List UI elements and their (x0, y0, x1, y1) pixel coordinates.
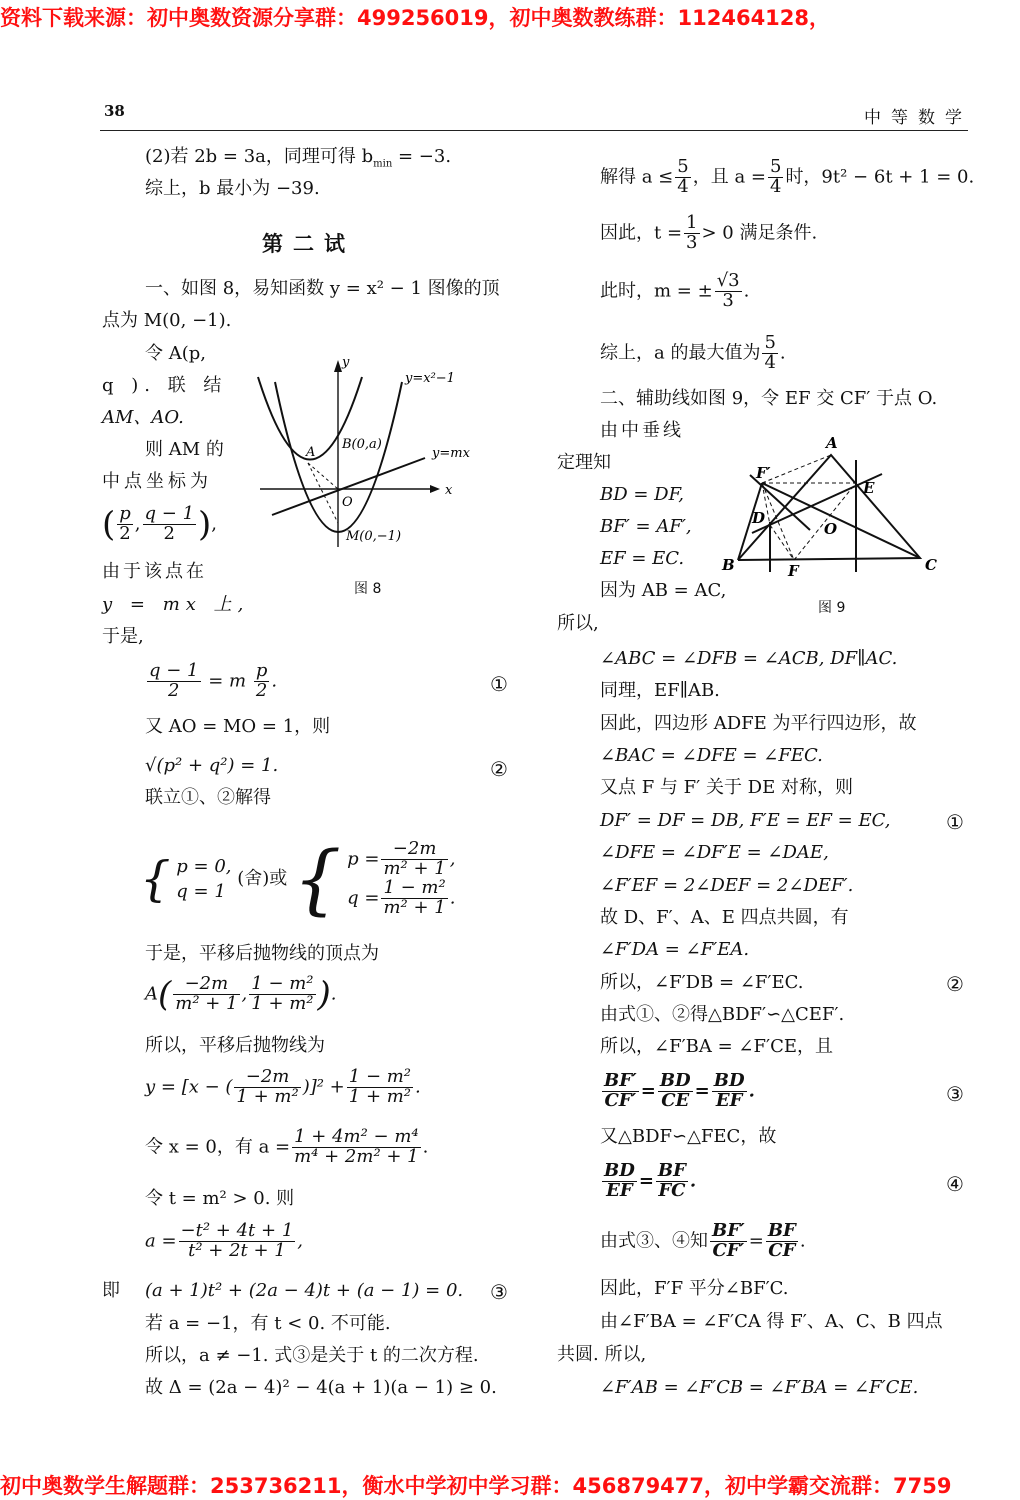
proof-equation-3: $\frac{BF'}{CF'}$ = $\frac{BD}{CE}$ = $\frac{BD}{EF}$ . (604, 1070, 755, 1111)
figure-8-parabola-diagram (250, 352, 490, 552)
side-text-2: q ). 联 结 (102, 375, 228, 396)
right-so: 所以, (557, 613, 599, 634)
line-case2: (2)若 2b = 3a，同理可得 $b_{min} = -3$. (145, 146, 452, 170)
problem2-line2: 由中垂线 (600, 420, 684, 441)
line-vertex: 于是，平移后抛物线的顶点为 (145, 943, 379, 964)
problem2-line1: 二、辅助线如图 9，令 EF 交 CF′ 于点 O. (600, 388, 938, 409)
problem2-line3: 定理知 (557, 452, 611, 473)
fig8-y-label: y (342, 355, 350, 370)
right-line-1: 解得 a ≤ $\frac{5}{4}$ ，且 a = $\frac{5}{4}$ 时，9t² − 6t + 1 = 0. (600, 156, 975, 197)
proof-line-5: 又点 F 与 F′ 关于 DE 对称，则 (600, 777, 853, 798)
proof-line-6: DF′ = DF = DB, F′E = EF = EC, (600, 810, 891, 831)
right-side-1: BD = DF, (600, 484, 685, 505)
side-text-8: 于是, (102, 626, 144, 647)
fig9-E-label: E (863, 479, 875, 497)
proof-line-9: 故 D、F′、A、E 四点共圆，有 (600, 907, 849, 928)
midpoint-expression: ( $\frac{p}{2}$ , $\frac{q - 1}{2}$ ), (102, 503, 218, 545)
fig9-B-label: B (722, 556, 735, 574)
fig8-A-label: A (306, 445, 316, 460)
fig9-C-label: C (925, 556, 937, 574)
line-quadratic: 所以，a ≠ −1. 式③是关于 t 的二次方程. (145, 1345, 479, 1366)
right-side-3: EF = EC. (600, 548, 685, 569)
right-line-4: 综上，a 的最大值为 $\frac{5}{4}$ . (600, 332, 786, 373)
proof-similar-line: 又△BDF∽△FEC，故 (600, 1126, 777, 1147)
proof-line-7: ∠DFE = ∠DF′E = ∠DAE, (600, 842, 829, 863)
fig9-A-label: A (826, 434, 838, 452)
right-line-2: 因此，t = $\frac{1}{3}$ > 0 满足条件. (600, 212, 818, 253)
fig8-curve-label: y=x²−1 (405, 371, 455, 386)
proof-bisect: 因此，F′F 平分∠BF′C. (600, 1278, 789, 1299)
side-text-6: 由于该点在 (102, 561, 207, 582)
journal-title: 中等数学 (864, 108, 972, 128)
fig9-F-label: F (788, 562, 799, 580)
proof-line-8: ∠F′EF = 2∠DEF = 2∠DEF′. (600, 875, 854, 896)
line-ao-mo: 又 AO = MO = 1，则 (145, 716, 331, 737)
proof-mark-1: ① (946, 810, 964, 834)
proof-line-1: ∠ABC = ∠DFB = ∠ACB, DF∥AC. (600, 648, 898, 669)
proof-line-10: ∠F′DA = ∠F′EA. (600, 939, 750, 960)
right-side-4: 因为 AB = AC, (600, 580, 727, 601)
proof-line-2: 同理，EF∥AB. (600, 680, 720, 701)
solution-system: { p = 0, q = 1 (舍)或 { p = $\frac{-2m}{\text{m² + 1}}$ , q = $\frac{\text{1 − m²}}{\text{m² + 1}}$ . (140, 833, 456, 923)
equation-1: $\frac{q - 1}{2}$ = m $\frac{p}{2}$ . (149, 660, 278, 701)
side-text-7: y = mx 上, (102, 594, 250, 615)
right-line-3: 此时，m = ± $\frac{√3}{3}$ . (600, 270, 750, 311)
fig9-D-label: D (752, 509, 766, 527)
side-text-3: AM、AO. (102, 407, 184, 428)
translated-parabola-equation: y = [x − ( $\frac{-2m}{\text{1 + m²}}$ )]² + $\frac{\text{1 − m²}}{\text{1 + m²}}$ . (145, 1066, 421, 1107)
proof-line-13: 所以，∠F′BA = ∠F′CE，且 (600, 1036, 833, 1057)
bottom-watermark-banner: 初中奥数学生解题群：253736211，衡水中学初中学习群：456879477，初中学霸交流群：7759 (0, 1474, 952, 1498)
fig8-O-label: O (342, 495, 353, 510)
proof-line-12: 由式①、②得△BDF′∽△CEF′. (600, 1004, 845, 1025)
proof-mark-3: ③ (946, 1082, 964, 1106)
header-rule (100, 130, 968, 131)
line-case-neg1: 若 a = −1，有 t < 0. 不可能. (145, 1313, 391, 1334)
line-parabola: 所以，平移后抛物线为 (145, 1035, 325, 1056)
line-t-sub: 令 t = m² > 0. 则 (145, 1188, 295, 1209)
side-text-4: 则 AM 的 (145, 439, 224, 460)
proof-mark-2: ② (946, 972, 964, 996)
side-text-5: 中点坐标为 (102, 471, 212, 492)
line-b-min: 综上，b 最小为 −39. (145, 178, 320, 199)
proof-concyclic-b: 共圆. 所以, (557, 1344, 647, 1365)
figure-9-triangle-diagram (720, 430, 960, 610)
line-discriminant: 故 Δ = (2a − 4)² − 4(a + 1)(a − 1) ≥ 0. (145, 1377, 497, 1398)
fig9-O-label: O (824, 520, 838, 538)
equation-2: √(p² + q²) = 1. (145, 755, 279, 776)
proof-mark-4: ④ (946, 1172, 964, 1196)
equation-mark-2: ② (490, 757, 508, 781)
problem1-line2: 点为 M(0, −1). (102, 310, 232, 331)
fig8-line-label: y=mx (432, 446, 470, 461)
proof-equation-4: $\frac{BD}{EF}$ = $\frac{BF}{FC}$ . (604, 1160, 697, 1201)
equation-mark-3: ③ (490, 1280, 508, 1304)
figure-9-caption: 图 9 (818, 600, 846, 616)
fig8-M-label: M(0,−1) (346, 529, 402, 544)
equation-3: (a + 1)t² + (2a − 4)t + (a − 1) = 0. (145, 1280, 464, 1301)
proof-line-11: 所以，∠F′DB = ∠F′EC. (600, 972, 804, 993)
fig9-Fprime-label: F′ (756, 464, 771, 482)
page-number: 38 (104, 102, 125, 120)
problem1-line1: 一、如图 8，易知函数 y = x² − 1 图像的顶 (145, 278, 500, 299)
proof-final: ∠F′AB = ∠F′CB = ∠F′BA = ∠F′CE. (600, 1377, 919, 1398)
right-side-2: BF′ = AF′, (600, 516, 692, 537)
fig8-B-label: B(0,a) (342, 437, 382, 452)
line-x-zero: 令 x = 0，有 a = $\frac{\text{1 + 4m² − m⁴}}{\text{m⁴ + 2m² + 1}}$ . (145, 1126, 429, 1167)
proof-from-3-4: 由式③、④知 $\frac{BF'}{CF'}$ = $\frac{BF}{CF}$ . (600, 1220, 806, 1261)
ji-label: 即 (102, 1280, 120, 1301)
a-in-terms-of-t: a = $\frac{\text{−t² + 4t + 1}}{\text{t² + 2t + 1}}$ , (145, 1220, 304, 1261)
figure-8-caption: 图 8 (354, 581, 382, 597)
vertex-expression: A( $\frac{-2m}{\text{m² + 1}}$ , $\frac{\text{1 − m²}}{\text{1 + m²}}$ ). (145, 973, 337, 1015)
line-solve: 联立①、②解得 (145, 787, 271, 808)
section-title: 第二试 (262, 232, 355, 256)
side-text-1: 令 A(p, (145, 343, 206, 364)
fig8-x-label: x (445, 483, 453, 498)
proof-line-4: ∠BAC = ∠DFE = ∠FEC. (600, 745, 823, 766)
top-watermark-banner: 资料下载来源：初中奥数资源分享群：499256019，初中奥数教练群：112464128， (0, 6, 831, 30)
equation-mark-1: ① (490, 672, 508, 696)
proof-concyclic-a: 由∠F′BA = ∠F′CA 得 F′、A、C、B 四点 (600, 1311, 943, 1332)
proof-line-3: 因此，四边形 ADFE 为平行四边形，故 (600, 713, 917, 734)
